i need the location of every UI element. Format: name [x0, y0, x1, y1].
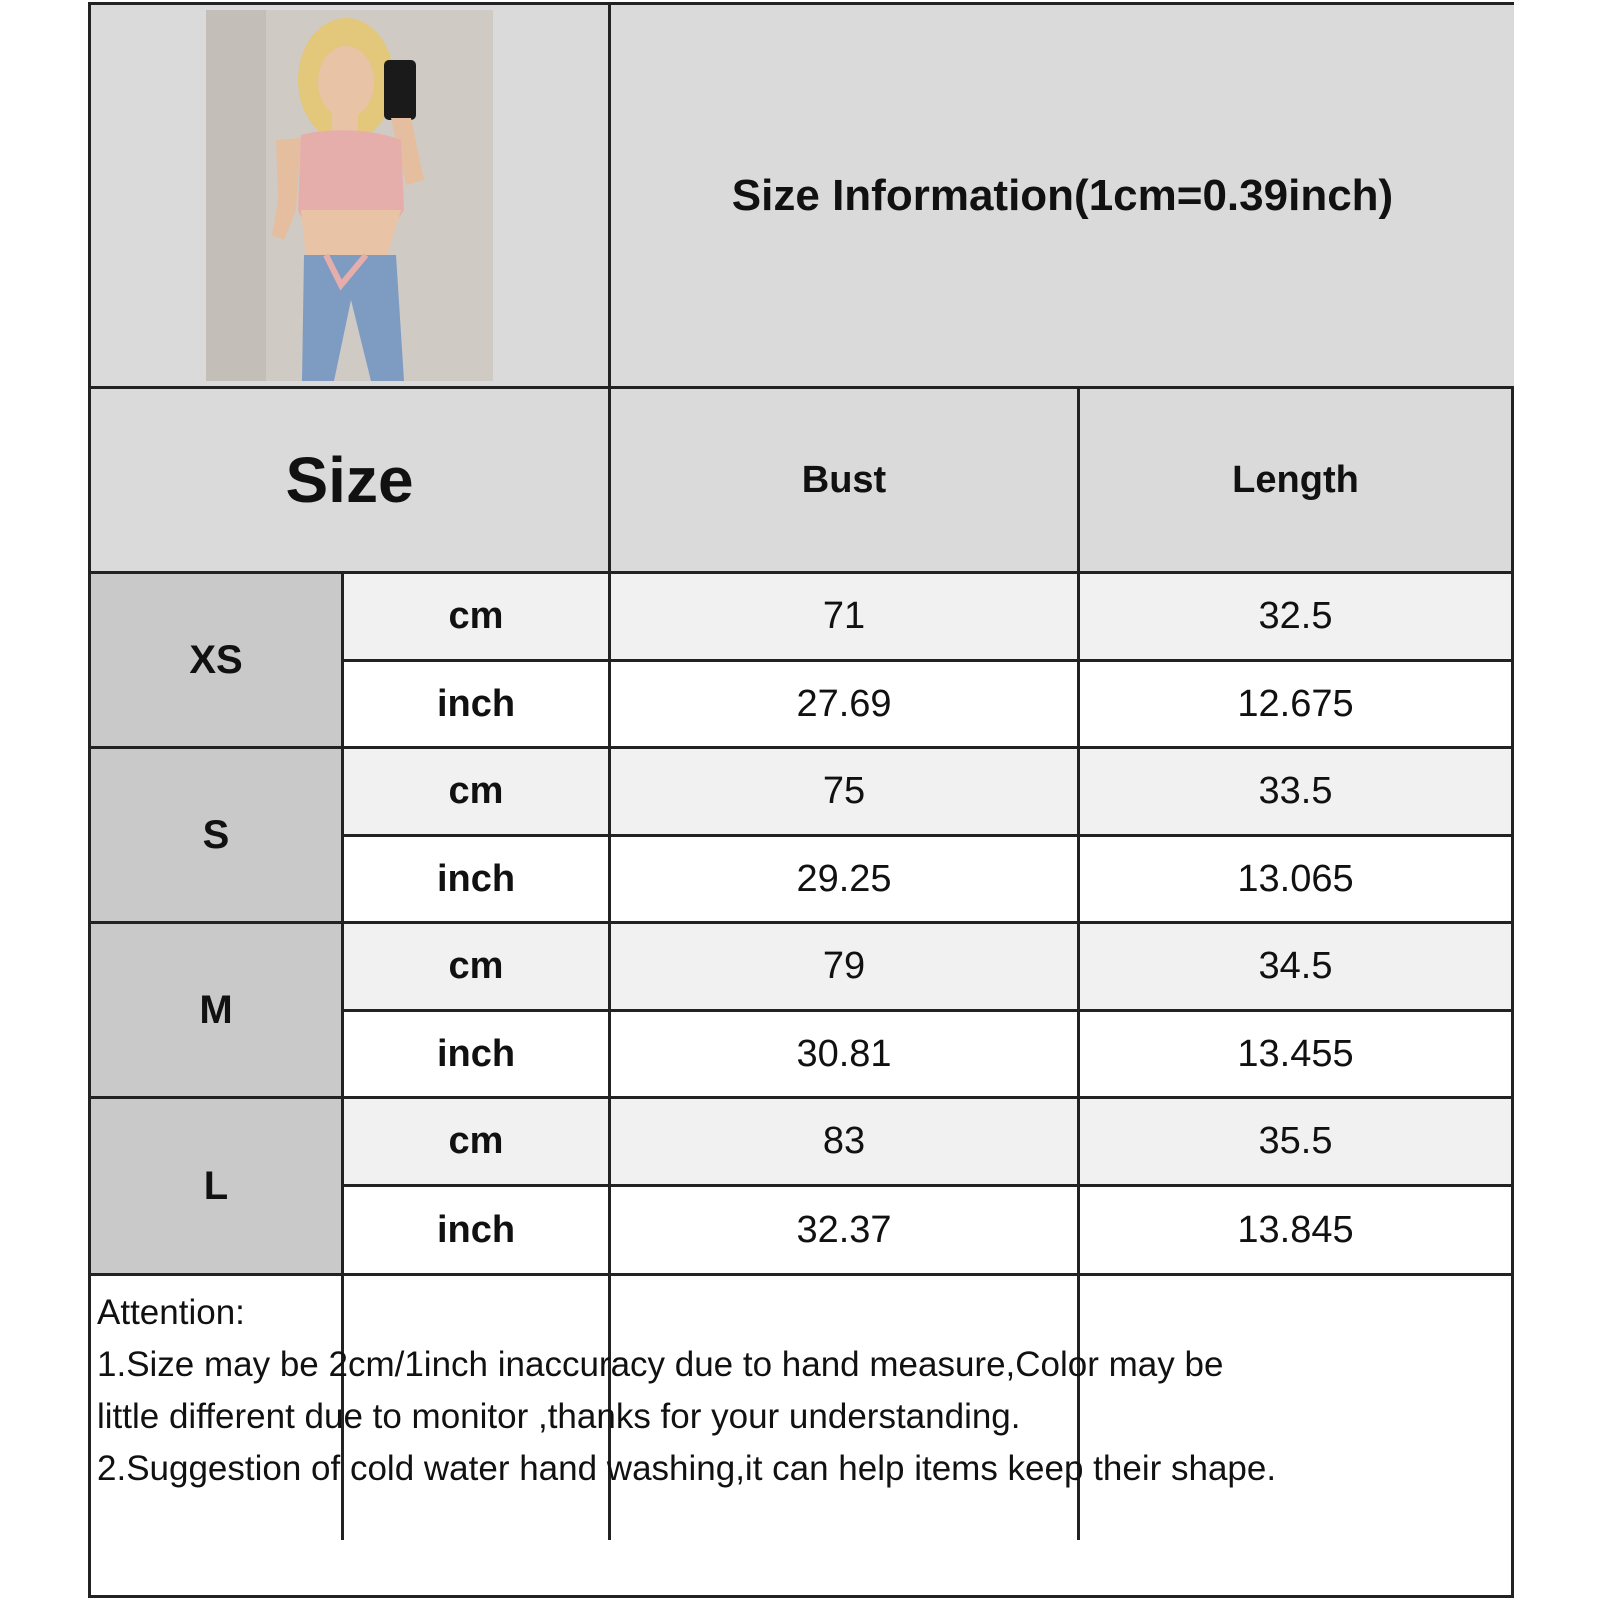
bust-value [611, 662, 1077, 746]
note-line: 1.Size may be 2cm/1inch inaccuracy due to hand measure,Color may be [97, 1345, 1224, 1384]
size-label: L [203, 1163, 229, 1208]
length-value-text: 13.065 [1237, 857, 1354, 900]
size-label: S [202, 812, 230, 857]
bust-value [611, 837, 1077, 921]
model-photo-illustration [206, 10, 493, 381]
title-panel [611, 5, 1514, 386]
unit-label: inch [436, 682, 516, 725]
length-value [1080, 574, 1511, 659]
bust-value-text: 75 [822, 770, 866, 812]
unit-label: inch [436, 1208, 516, 1251]
size-header-label: Size [285, 444, 414, 516]
size-cell-l [91, 1099, 341, 1273]
unit-cell [344, 837, 608, 921]
bust-value [611, 574, 1077, 659]
bust-value-text: 29.25 [796, 857, 892, 900]
size-cell-xs [91, 574, 341, 746]
model-photo [206, 10, 493, 381]
length-value-text: 32.5 [1258, 595, 1333, 637]
length-value-text: 12.675 [1237, 682, 1354, 725]
divider [91, 1273, 1511, 1276]
unit-label: cm [448, 770, 504, 812]
bust-value [611, 1012, 1077, 1096]
length-value-text: 33.5 [1258, 770, 1333, 812]
unit-cell [344, 1187, 608, 1273]
length-value [1080, 1012, 1511, 1096]
length-header [1080, 389, 1511, 571]
length-value [1080, 1099, 1511, 1184]
bust-header [611, 389, 1077, 571]
size-label: M [199, 987, 233, 1032]
unit-cell [344, 924, 608, 1009]
unit-label: inch [436, 857, 516, 900]
unit-cell [344, 1012, 608, 1096]
note-line: 2.Suggestion of cold water hand washing,it can help items keep their shape. [97, 1449, 1277, 1488]
unit-label: cm [448, 595, 504, 637]
unit-cell [344, 662, 608, 746]
length-value-text: 13.455 [1237, 1032, 1354, 1075]
length-header-label: Length [1232, 458, 1359, 501]
bust-value-text: 79 [822, 945, 866, 987]
bust-value-text: 30.81 [796, 1032, 892, 1075]
length-value-text: 35.5 [1258, 1120, 1333, 1162]
bust-value-text: 83 [822, 1120, 866, 1162]
size-cell-m [91, 924, 341, 1096]
attention-notes [97, 1287, 1507, 1495]
bust-value-text: 71 [822, 595, 866, 637]
unit-cell [344, 749, 608, 834]
unit-label: cm [448, 945, 504, 987]
length-value [1080, 749, 1511, 834]
bust-value [611, 924, 1077, 1009]
length-value [1080, 662, 1511, 746]
notes-heading: Attention: [97, 1293, 245, 1332]
photo-panel [91, 5, 608, 386]
bust-value [611, 1187, 1077, 1273]
size-cell-s [91, 749, 341, 921]
length-value-text: 13.845 [1237, 1208, 1354, 1251]
unit-label: cm [448, 1120, 504, 1162]
page-title: Size Information(1cm=0.39inch) [731, 170, 1394, 220]
length-value [1080, 1187, 1511, 1273]
bust-value [611, 749, 1077, 834]
unit-cell [344, 1099, 608, 1184]
size-chart [88, 2, 1514, 1598]
bust-value-text: 27.69 [796, 682, 892, 725]
length-value [1080, 924, 1511, 1009]
bust-value [611, 1099, 1077, 1184]
note-line: little different due to monitor ,thanks for your understanding. [97, 1397, 1021, 1436]
size-header [91, 389, 608, 571]
length-value-text: 34.5 [1258, 945, 1333, 987]
unit-cell [344, 574, 608, 659]
unit-label: inch [436, 1032, 516, 1075]
bust-value-text: 32.37 [796, 1208, 892, 1251]
bust-header-label: Bust [801, 458, 887, 501]
length-value [1080, 837, 1511, 921]
size-label: XS [189, 637, 243, 682]
